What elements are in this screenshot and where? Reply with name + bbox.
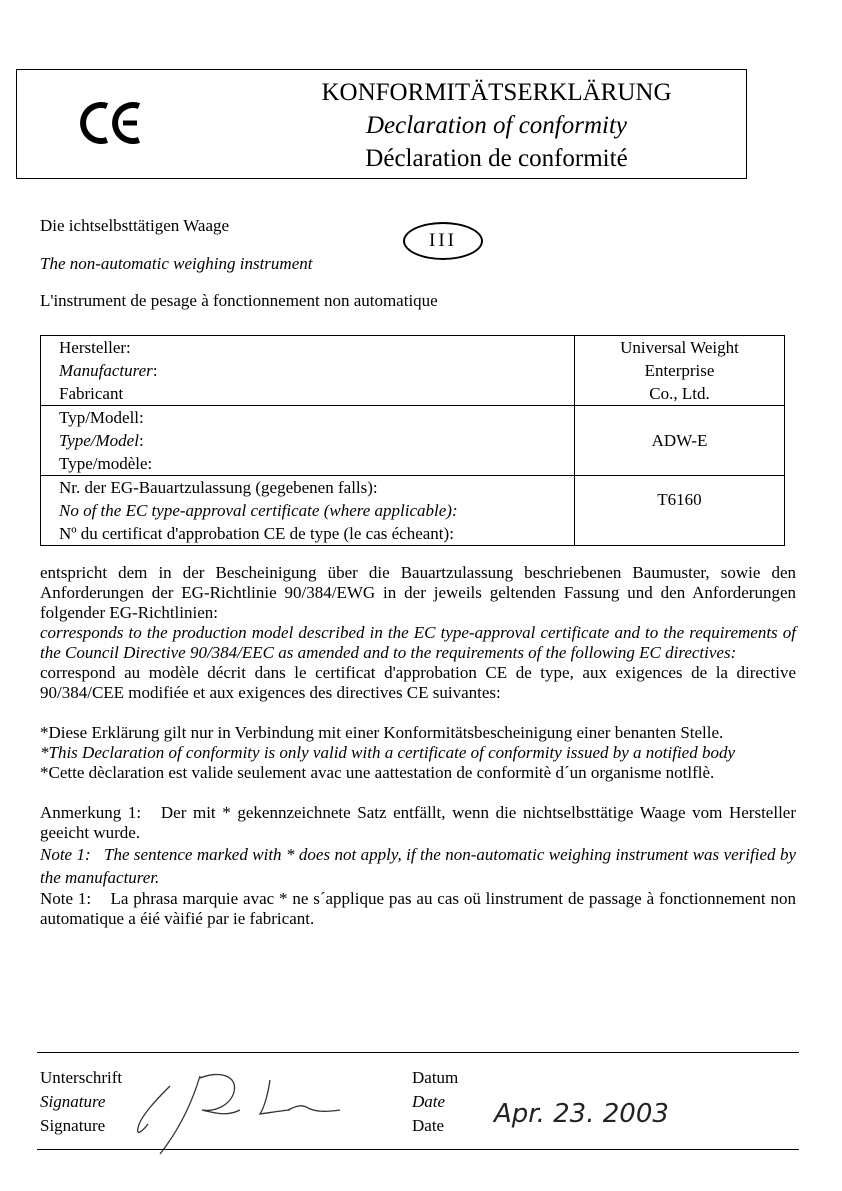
label-english: Manufacturer (59, 361, 153, 380)
label-english-suffix: : (152, 361, 158, 380)
label-english: Type/Model (59, 431, 139, 450)
label-german: Nr. der EG-Bauartzulassung (gegebenen falls): (59, 478, 378, 497)
date-label-french: Date (412, 1116, 445, 1135)
model-value: ADW-E (575, 406, 785, 476)
note-label: Note 1: (40, 889, 92, 908)
signature-bottom-rule (37, 1149, 799, 1150)
ce-mark-logo (77, 98, 147, 148)
label-french: Type/modèle: (59, 454, 153, 473)
date-label-german: Datum (412, 1068, 459, 1087)
note-text: Der mit * gekennzeichnete Satz entfällt, wenn die nichtselbsttätige Waage vom Hersteller geeicht wurde. (40, 803, 797, 842)
title-german: KONFORMITÄTSERKLÄRUNG (321, 79, 672, 106)
signature-labels (40, 1066, 122, 1138)
signature-label-french: Signature (40, 1116, 106, 1135)
manufacturer-name-line: Universal Weight (620, 338, 739, 357)
validity-french: *Cette dèclaration est valide seulement avac une aattestation de conformitè d´un organisme notlflè. (40, 763, 715, 782)
manufacturer-name-line: Enterprise (644, 361, 715, 380)
signature-label-german: Unterschrift (40, 1068, 123, 1087)
manufacturer-label-cell (41, 336, 575, 406)
handwritten-signature (130, 1066, 350, 1161)
intro-english: The non-automatic weighing instrument (40, 254, 313, 273)
label-french: Nº du certificat d'approbation CE de type (le cas écheant): (59, 524, 454, 543)
certificate-number-value: T6160 (575, 476, 785, 546)
table-row-manufacturer (41, 336, 785, 406)
label-german: Hersteller: (59, 338, 131, 357)
title-french: Déclaration de conformité (365, 145, 628, 172)
label-english: No of the EC type-approval certificate (where applicable): (59, 501, 458, 520)
validity-german: *Diese Erklärung gilt nur in Verbindung mit einer Konformitätsbescheinigung einer benanten Stelle. (40, 723, 724, 742)
table-row-model (41, 406, 785, 476)
header-titles (247, 76, 746, 175)
note-english (40, 843, 796, 889)
intro-french: L'instrument de pesage à fonctionnement non automatique (40, 291, 438, 310)
date-labels (412, 1066, 458, 1138)
note-german (40, 803, 796, 843)
validity-english: *This Declaration of conformity is only valid with a certificate of conformity issued by a notified body (40, 743, 736, 762)
note-text: The sentence marked with * does not apply, if the non-automatic weighing instrument was verified by the manufacturer. (40, 845, 796, 887)
instrument-info-table (40, 335, 785, 546)
note-label: Note 1: (40, 845, 91, 864)
note-text: La phrasa marquie avac * ne s´applique pas au cas oü linstrument de passage à fonctionnement non automatique a éié vàifié par ie fabricant. (40, 889, 796, 928)
conformity-french: correspond au modèle décrit dans le certificat d'approbation CE de type, aux exigences de la directive 90/384/CEE modifiée et aux exigences des directives CE suivantes: (40, 663, 796, 702)
manufacturer-name-line: Co., Ltd. (649, 384, 710, 403)
table-row-certificate (41, 476, 785, 546)
title-english: Declaration of conformity (365, 112, 628, 139)
note-french (40, 889, 796, 929)
declaration-body (40, 563, 796, 929)
certificate-label-cell (41, 476, 575, 546)
accuracy-class-badge: III (403, 222, 483, 260)
model-label-cell (41, 406, 575, 476)
label-french: Fabricant (59, 384, 124, 403)
conformity-english: corresponds to the production model described in the EC type-approval certificate and to the requirements of the Council Directive 90/384/EEC as amended and to the requirements of the following EC directives: (40, 623, 796, 662)
declaration-header (16, 69, 747, 179)
label-english-suffix: : (138, 431, 144, 450)
signature-top-rule (37, 1052, 799, 1053)
manufacturer-value-cell (575, 336, 785, 406)
signature-label-english: Signature (40, 1092, 106, 1111)
handwritten-date (490, 1090, 690, 1135)
conformity-german: entspricht dem in der Bescheinigung über die Bauartzulassung beschriebenen Baumuster, sowie den Anforderungen der EG-Richtlinie 90/384/EWG in der jeweils geltenden Fassung und den Anforderungen folgender EG-Richtlinien: (40, 563, 796, 622)
note-label: Anmerkung 1: (40, 803, 142, 822)
intro-german: Die ichtselbsttätigen Waage (40, 216, 230, 235)
label-german: Typ/Modell: (59, 408, 144, 427)
handwritten-date-text: Apr. 23. 2003 (494, 1099, 669, 1129)
date-label-english: Date (412, 1092, 446, 1111)
